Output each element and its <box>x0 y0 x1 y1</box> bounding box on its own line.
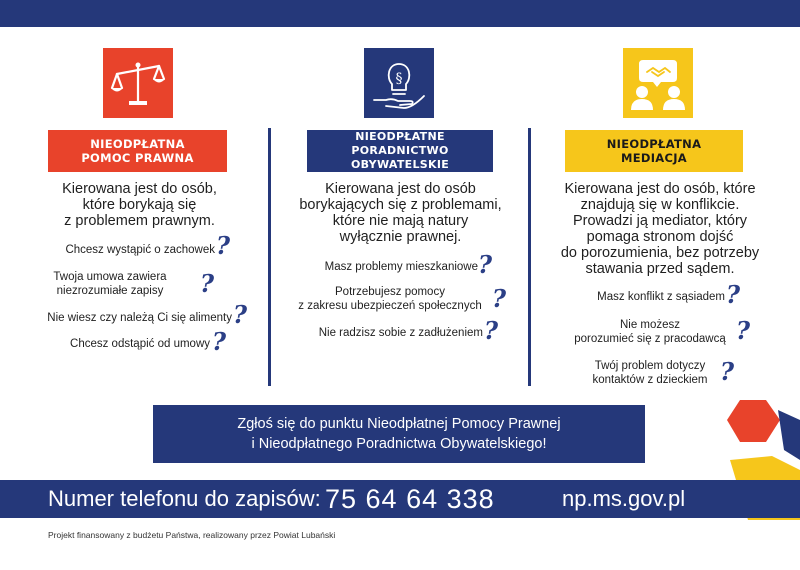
question-mark-icon: ? <box>478 250 493 279</box>
question-mark-icon: ? <box>720 357 735 386</box>
description-citizen-advice: Kierowana jest do osób borykających się z problemami, które nie mają natury wyłącznie prawnej. <box>299 181 502 245</box>
question-item: Nie możesz porozumieć się z pracodawcą <box>574 319 726 345</box>
question-mark-icon: ? <box>484 316 499 345</box>
question-mark-icon: ? <box>492 284 507 313</box>
heading-mediation: NIEODPŁATNA MEDIACJA <box>565 130 743 172</box>
scales-icon <box>103 48 173 118</box>
question-mark-icon: ? <box>200 269 215 298</box>
question-item: Masz konflikt z sąsiadem <box>597 291 725 303</box>
question-item: Twoja umowa zawiera niezrozumiałe zapisy <box>53 271 167 297</box>
phone-label: Numer telefonu do zapisów: <box>48 486 321 511</box>
question-mark-icon: ? <box>233 300 248 329</box>
question-item: Chcesz wystąpić o zachowek <box>65 244 215 256</box>
mediation-icon <box>623 48 693 118</box>
top-bar <box>0 0 800 27</box>
question-mark-icon: ? <box>212 327 227 356</box>
divider <box>528 128 531 386</box>
lightbulb-hand-icon <box>364 48 434 118</box>
website-link[interactable]: np.ms.gov.pl <box>562 486 686 511</box>
question-item: Chcesz odstąpić od umowy <box>70 338 210 350</box>
description-legal-aid: Kierowana jest do osób, które borykają się z problemem prawnym. <box>62 181 217 229</box>
heading-citizen-advice: NIEODPŁATNE PORADNICTWO OBYWATELSKIE <box>307 130 493 172</box>
footer-note: Projekt finansowany z budżetu Państwa, realizowany przez Powiat Lubański <box>48 530 336 540</box>
question-item: Twój problem dotyczy kontaktów z dzieckiem <box>592 360 708 386</box>
question-item: Potrzebujesz pomocy z zakresu ubezpieczeń społecznych <box>298 286 482 312</box>
question-item: Nie radzisz sobie z zadłużeniem <box>318 327 483 339</box>
question-item: Masz problemy mieszkaniowe <box>324 261 478 273</box>
description-mediation: Kierowana jest do osób, które znajdują się w konflikcie. Prowadzi ją mediator, który pomaga stronom dojść do porozumienia, bez potrzeby stawania przed sądem. <box>560 181 760 277</box>
cta-line-1: Zgłoś się do punktu Nieodpłatnej Pomocy Prawnej <box>237 416 561 432</box>
cta-line-2: i Nieodpłatnego Poradnictwa Obywatelskiego! <box>251 436 547 452</box>
phone-number[interactable]: 75 64 64 338 <box>325 484 495 514</box>
question-item: Nie wiesz czy należą Ci się alimenty <box>47 312 232 324</box>
call-to-action-banner <box>153 405 645 463</box>
question-mark-icon: ? <box>216 231 231 260</box>
divider <box>268 128 271 386</box>
question-mark-icon: ? <box>736 316 751 345</box>
question-mark-icon: ? <box>726 280 741 309</box>
heading-legal-aid: NIEODPŁATNA POMOC PRAWNA <box>48 130 227 172</box>
svg-text:§: § <box>395 71 403 87</box>
